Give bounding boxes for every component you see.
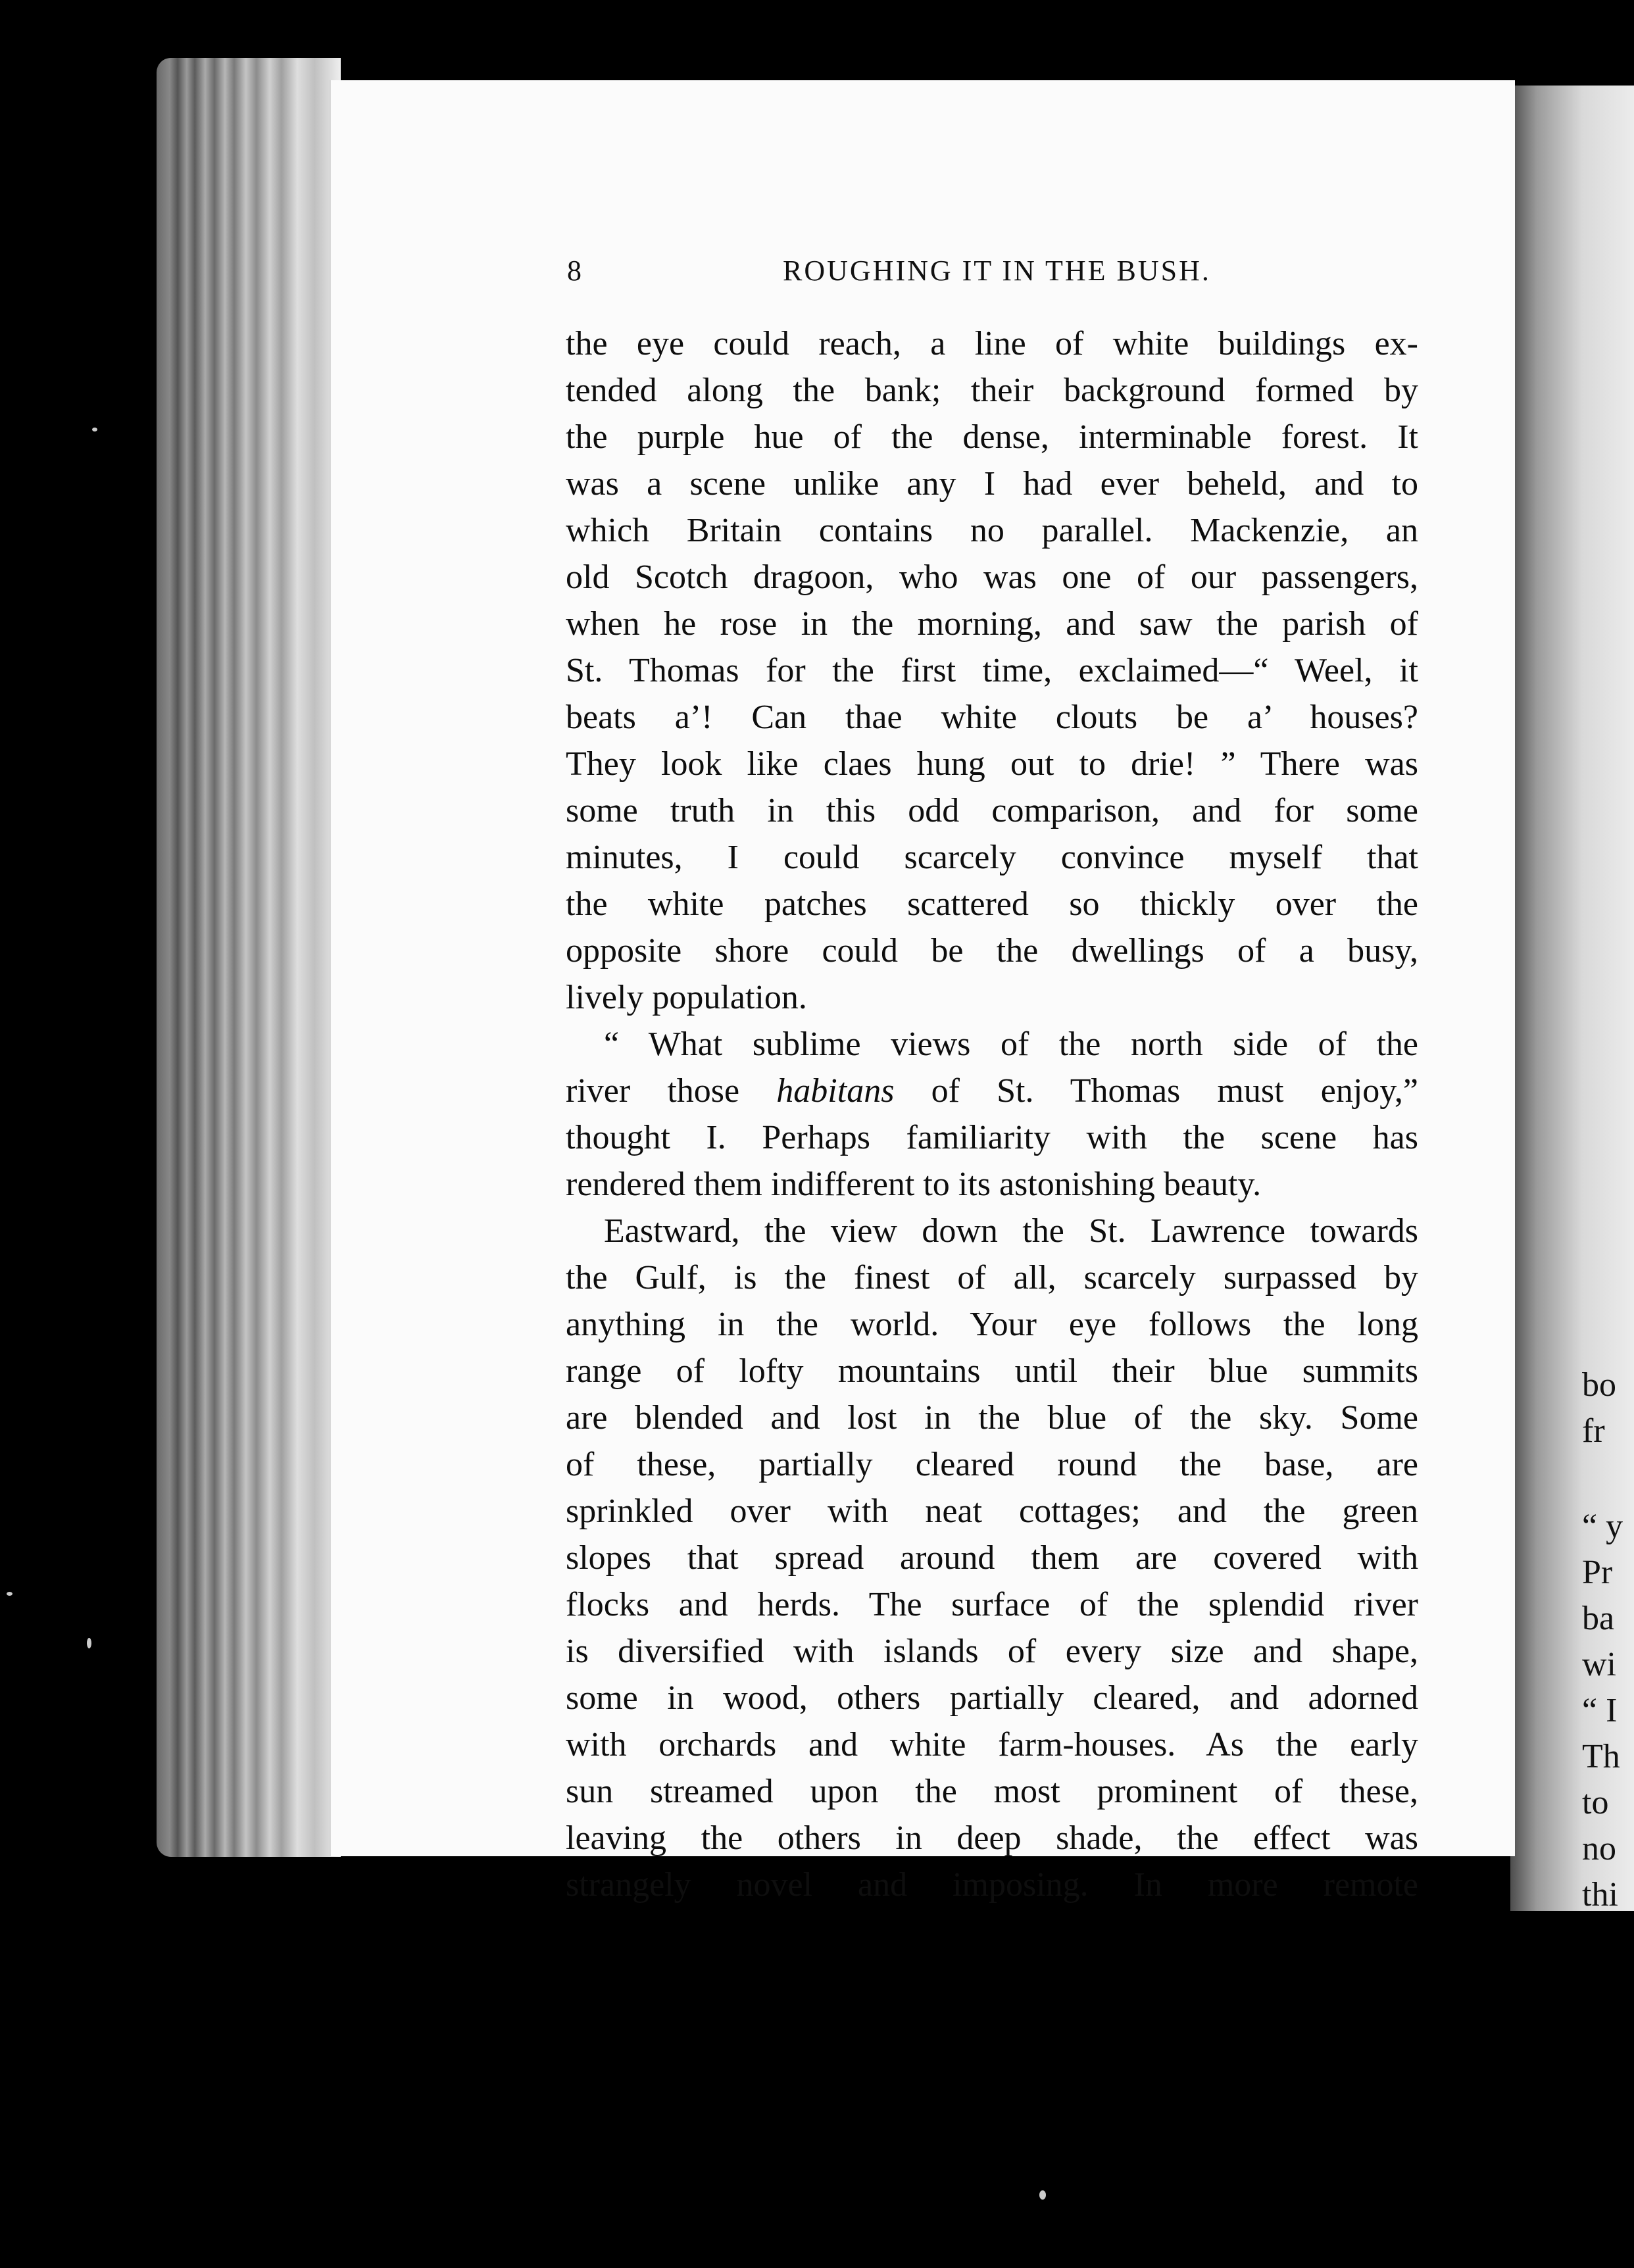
text-line: the white patches scattered so thickly over the (566, 885, 1418, 923)
text-line: some truth in this odd comparison, and for some (566, 792, 1418, 829)
text-line: slopes that spread around them are covered with (566, 1539, 1418, 1577)
text-line: with orchards and white farm-houses. As the early (566, 1726, 1418, 1763)
text-line: “ What sublime views of the north side of the (604, 1025, 1418, 1063)
text-line: rendered them indifferent to its astonishing beauty. (566, 1166, 1262, 1203)
facing-page-fragment: Pr (1582, 1554, 1613, 1591)
facing-page-fragment: ba (1582, 1600, 1615, 1637)
text-line-with-italic (566, 1068, 1418, 1114)
running-title: ROUGHING IT IN THE BUSH. (783, 255, 1211, 287)
text-line: sprinkled over with neat cottages; and the green (566, 1492, 1418, 1530)
text-line: was a scene unlike any I had ever beheld, and to (566, 465, 1418, 503)
text-line: flocks and herds. The surface of the splendid river (566, 1586, 1418, 1623)
text-line: thought I. Perhaps familiarity with the scene has (566, 1119, 1418, 1156)
page-body (566, 320, 1418, 1908)
facing-page-fragment: no (1582, 1830, 1616, 1867)
facing-page-fragment: Th (1582, 1738, 1620, 1775)
scan-speck (92, 428, 97, 431)
text-line: St. Thomas for the first time, exclaimed—“ Weel, it (566, 652, 1418, 689)
text-line: of these, partially cleared round the base, are (566, 1446, 1418, 1483)
text-line: lively population. (566, 979, 807, 1016)
page-edges (157, 58, 341, 1857)
facing-page-fragment: “ I (1582, 1692, 1618, 1729)
text-line: sun streamed upon the most prominent of these, (566, 1773, 1418, 1810)
text-line: is diversified with islands of every size and shape, (566, 1633, 1418, 1670)
text-line: anything in the world. Your eye follows the long (566, 1306, 1418, 1343)
text-line: are blended and lost in the blue of the sky. Some (566, 1399, 1418, 1437)
text-line: which Britain contains no parallel. Mackenzie, an (566, 512, 1418, 549)
italic-word: habitans (776, 1072, 895, 1110)
text-line: leaving the others in deep shade, the effect was (566, 1819, 1418, 1857)
scan-speck (7, 1592, 12, 1596)
page-number: 8 (567, 255, 582, 287)
scan-speck (87, 1638, 91, 1648)
text-line: They look like claes hung out to drie! ” There was (566, 745, 1418, 783)
facing-page-fragment: thi (1582, 1876, 1618, 1913)
text-line: the Gulf, is the finest of all, scarcely surpassed by (566, 1259, 1418, 1296)
text-line: old Scotch dragoon, who was one of our passengers, (566, 558, 1418, 596)
facing-page-fragment: “ y (1582, 1508, 1623, 1545)
text-line: the eye could reach, a line of white buildings ex- (566, 325, 1418, 362)
facing-page-fragment: to (1582, 1784, 1609, 1821)
scan-speck (1039, 2190, 1046, 2200)
text-line: opposite shore could be the dwellings of a busy, (566, 932, 1418, 970)
facing-page (1510, 86, 1634, 1911)
text-line: beats a’! Can thae white clouts be a’ houses? (566, 699, 1418, 736)
text-segment: of St. Thomas must enjoy,” (894, 1072, 1418, 1110)
text-line: the purple hue of the dense, interminable forest. It (566, 418, 1418, 456)
facing-page-fragment: fr (1582, 1412, 1605, 1450)
facing-page-fragment: bo (1582, 1366, 1616, 1404)
text-line: tended along the bank; their background formed by (566, 372, 1418, 409)
text-line: when he rose in the morning, and saw the parish of (566, 605, 1418, 643)
text-line: some in wood, others partially cleared, and adorned (566, 1679, 1418, 1717)
text-segment: river those (566, 1072, 777, 1110)
text-line: range of lofty mountains until their blue summits (566, 1352, 1418, 1390)
text-line: Eastward, the view down the St. Lawrence towards (604, 1212, 1418, 1250)
text-line: strangely novel and imposing. In more remote (566, 1866, 1418, 1904)
facing-page-fragment: wi (1582, 1646, 1616, 1683)
text-line: minutes, I could scarcely convince myself that (566, 839, 1418, 876)
